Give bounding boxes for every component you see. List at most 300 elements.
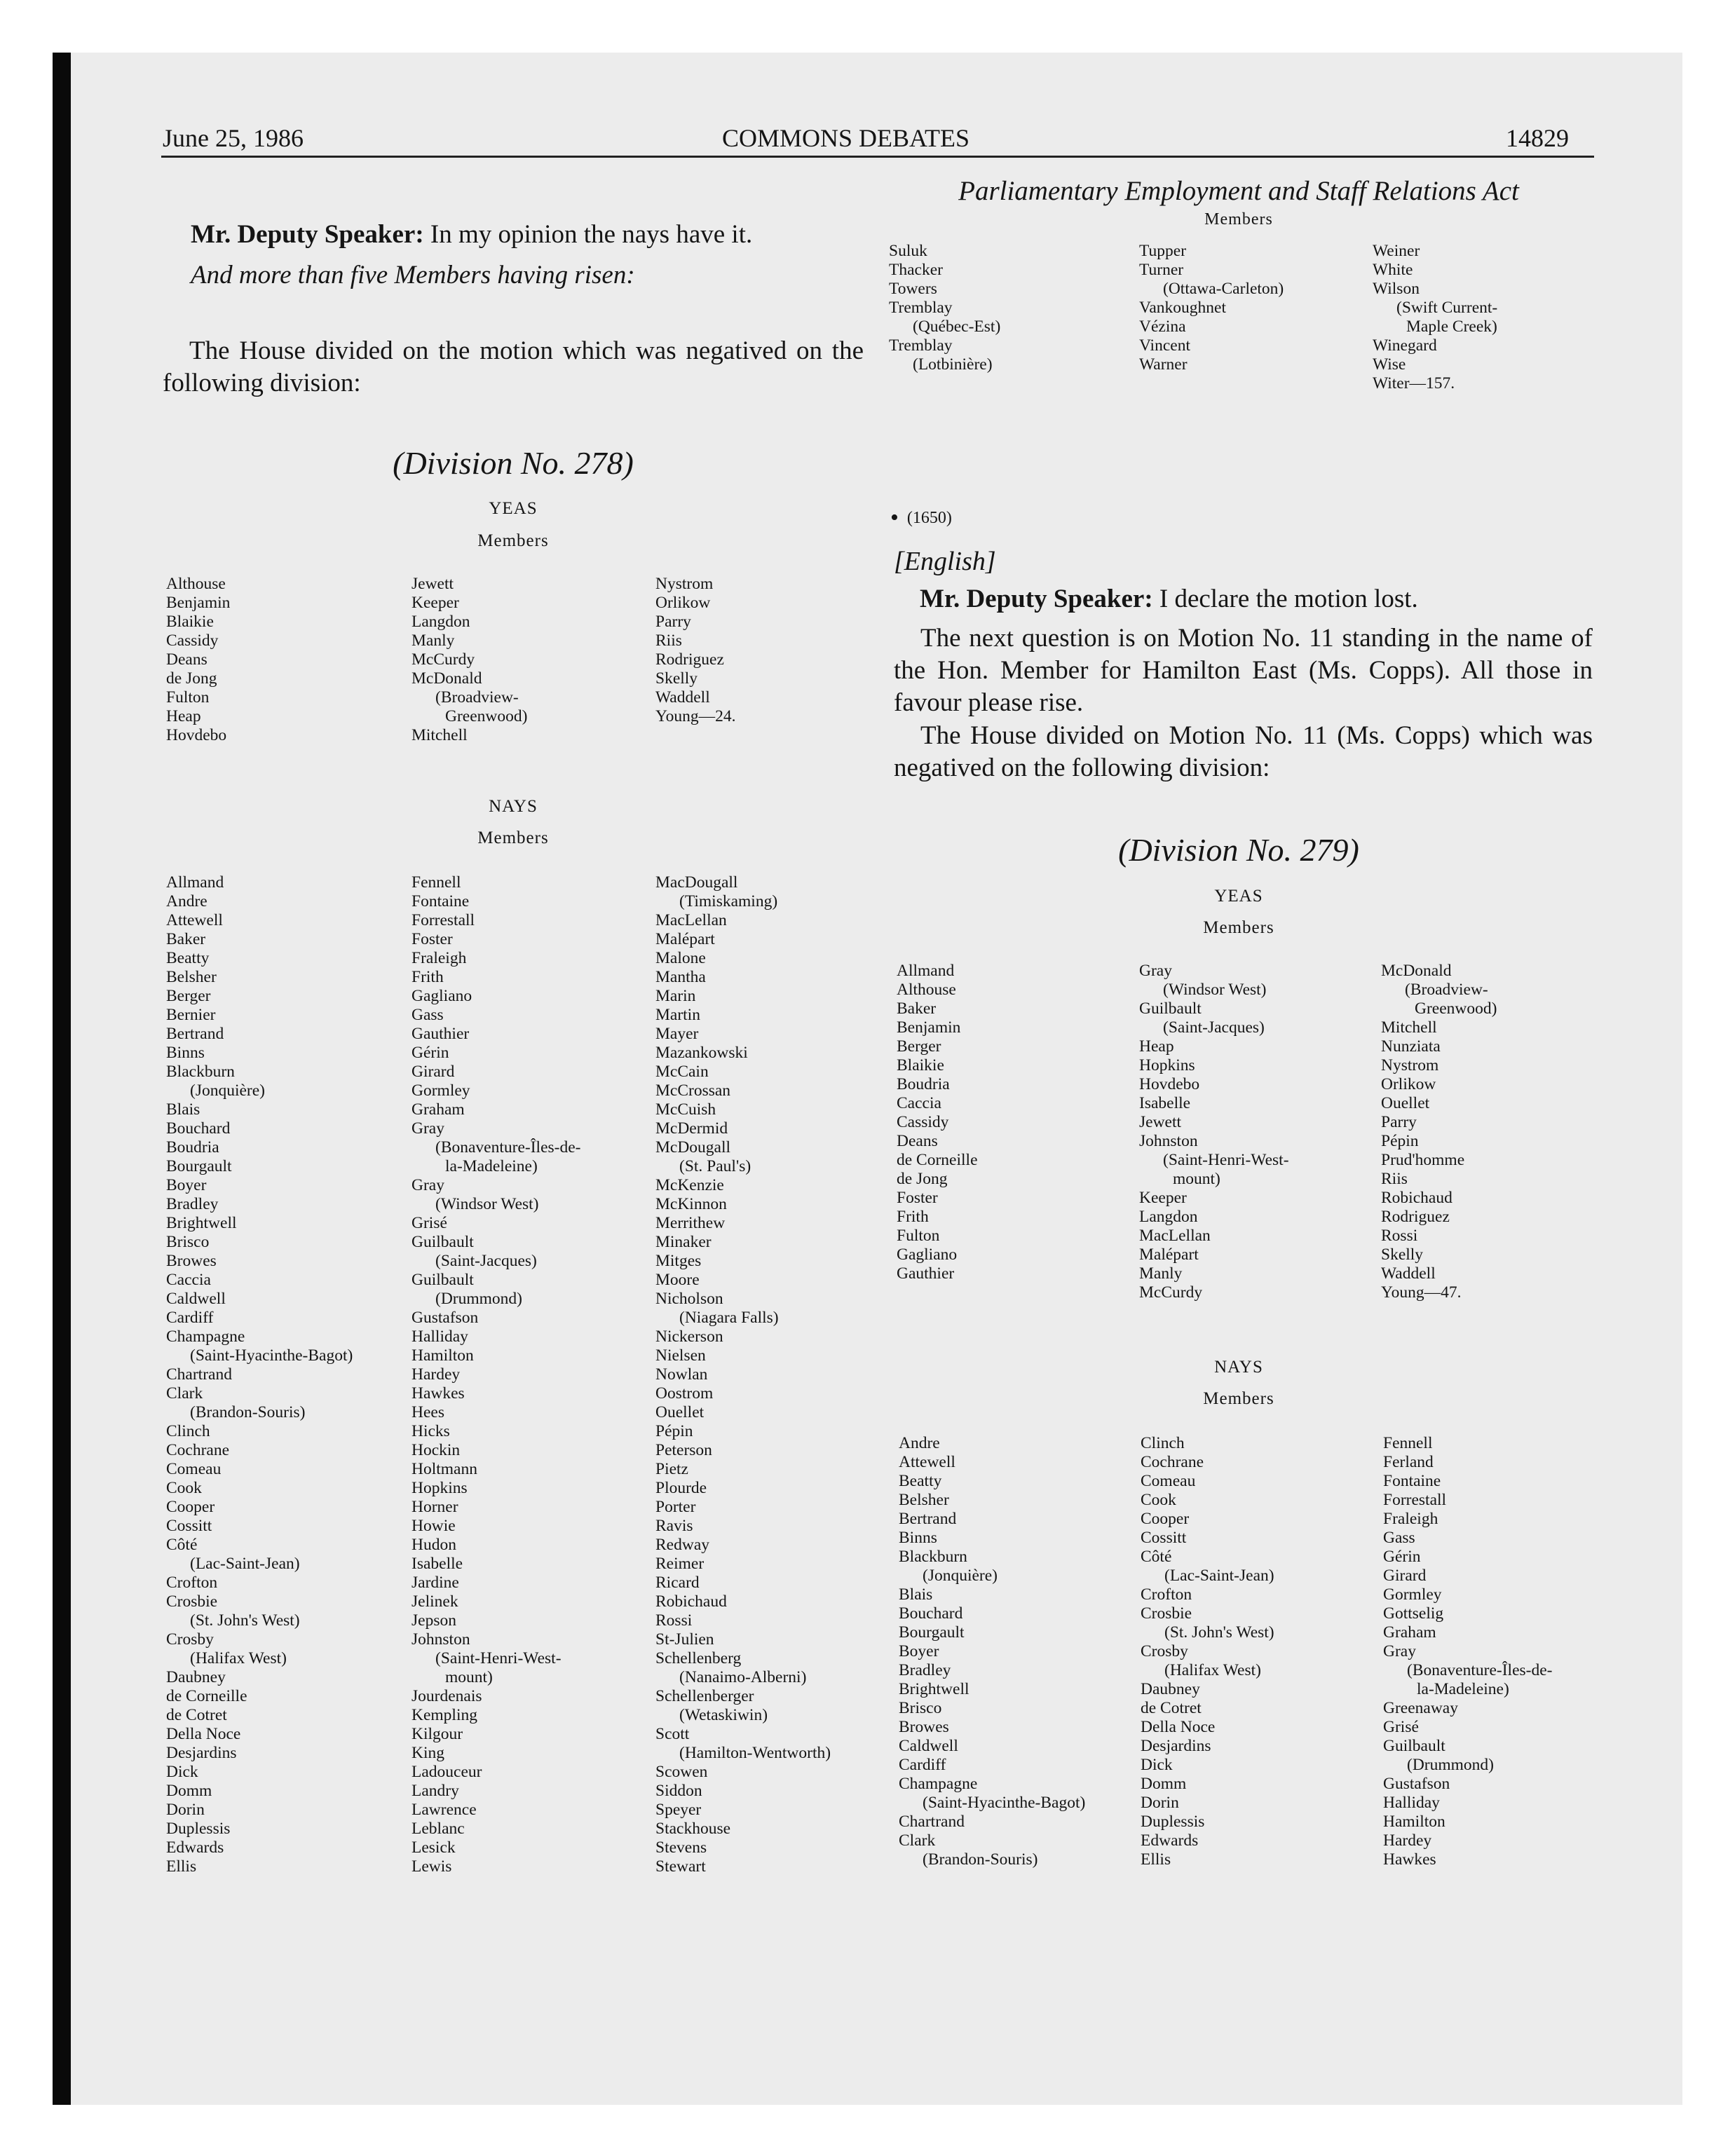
member-name: Crofton [166, 1574, 218, 1592]
member-name: Mitchell [411, 726, 468, 744]
member-name: Bouchard [899, 1604, 963, 1623]
member-name: Pépin [655, 1422, 693, 1440]
member-name: McCurdy [1139, 1283, 1203, 1302]
member-name: McCuish [655, 1100, 716, 1119]
yeas-heading-278: YEAS [489, 499, 538, 518]
member-name: Skelly [1381, 1246, 1424, 1264]
continued-nays-col-3 [1373, 242, 1497, 393]
member-name: Caldwell [899, 1737, 958, 1755]
member-name: Cook [166, 1479, 202, 1497]
member-name: Nielsen [655, 1346, 706, 1365]
yeas-279-col-3 [1381, 962, 1497, 1302]
member-name: Ellis [166, 1857, 197, 1876]
member-name: Hees [411, 1403, 444, 1421]
member-name: Vincent [1139, 336, 1190, 355]
member-name: Crofton [1141, 1585, 1192, 1604]
member-name: Maple Creek) [1406, 318, 1497, 336]
member-name: Wilson [1373, 280, 1420, 298]
member-name: Cooper [1141, 1510, 1190, 1528]
member-name: Porter [655, 1498, 696, 1516]
member-name: Girard [1383, 1567, 1427, 1585]
member-name: Crosbie [1141, 1604, 1192, 1623]
member-name: Cassidy [897, 1113, 949, 1131]
nays-members-label-279: Members [1203, 1389, 1274, 1408]
member-name: MacDougall [655, 873, 738, 892]
member-name: (Nanaimo-Alberni) [679, 1668, 807, 1686]
yeas-278-col-3 [655, 575, 736, 726]
member-name: Plourde [655, 1479, 707, 1497]
member-name: Hovdebo [1139, 1075, 1200, 1093]
member-name: (Saint-Jacques) [1163, 1018, 1265, 1037]
member-name: (Hamilton-Wentworth) [679, 1744, 831, 1762]
member-name: Gottselig [1383, 1604, 1444, 1623]
member-name: Leblanc [411, 1820, 465, 1838]
member-name: (Timiskaming) [679, 892, 778, 910]
member-name: Althouse [166, 575, 226, 593]
member-name: Young—24. [655, 707, 736, 725]
member-name: de Jong [166, 669, 217, 688]
continued-nays-col-1 [889, 242, 1000, 374]
member-name: McDermid [655, 1119, 728, 1138]
member-name: mount) [1173, 1170, 1220, 1188]
member-name: Bradley [899, 1661, 951, 1679]
member-name: Nunziata [1381, 1037, 1441, 1056]
member-name: Isabelle [411, 1555, 463, 1573]
member-name: de Corneille [166, 1687, 247, 1705]
member-name: Stewart [655, 1857, 706, 1876]
member-name: de Cotret [166, 1706, 227, 1724]
member-name: (St. John's West) [190, 1611, 300, 1630]
member-name: Comeau [1141, 1472, 1196, 1490]
member-name: (Jonquière) [923, 1567, 998, 1585]
member-name: Attewell [899, 1453, 955, 1471]
member-name: Boudria [897, 1075, 950, 1093]
member-name: Baker [166, 930, 206, 948]
member-name: Guilbault [411, 1233, 474, 1251]
member-name: Blaikie [166, 613, 214, 631]
member-name: (Lac-Saint-Jean) [190, 1555, 300, 1573]
member-name: Duplessis [1141, 1813, 1205, 1831]
header-title: COMMONS DEBATES [722, 124, 970, 152]
member-name: Clinch [166, 1422, 210, 1440]
member-name: Champagne [166, 1328, 245, 1346]
member-name: Belsher [899, 1491, 949, 1509]
header-date: June 25, 1986 [163, 124, 304, 152]
yeas-278-col-1 [166, 575, 230, 745]
member-name: Manly [1139, 1264, 1183, 1283]
member-name: Mayer [655, 1025, 699, 1043]
member-name: Ellis [1141, 1850, 1171, 1869]
member-name: McDonald [411, 669, 482, 688]
member-name: Cossitt [1141, 1529, 1187, 1547]
member-name: (Saint-Henri-West- [435, 1649, 562, 1667]
member-name: Dick [166, 1763, 198, 1781]
member-name: Blais [166, 1100, 200, 1119]
member-name: Rodriguez [655, 650, 724, 669]
member-name: Robichaud [655, 1592, 727, 1611]
member-name: Caccia [166, 1271, 211, 1289]
member-name: McCain [655, 1063, 709, 1081]
member-name: Tremblay [889, 299, 953, 317]
member-name: Lawrence [411, 1801, 477, 1819]
member-name: Fontaine [1383, 1472, 1441, 1490]
member-name: Forrestall [1383, 1491, 1447, 1509]
member-name: Suluk [889, 242, 927, 260]
member-name: Deans [166, 650, 207, 669]
yeas-279-col-2 [1139, 962, 1289, 1302]
speaker-text-2: I declare the motion lost. [1152, 585, 1418, 613]
member-name: Hicks [411, 1422, 450, 1440]
member-name: (Halifax West) [190, 1649, 287, 1667]
member-name: McCurdy [411, 650, 475, 669]
member-name: Oostrom [655, 1384, 714, 1403]
member-name: (Swift Current- [1396, 299, 1498, 317]
member-name: Crosby [1141, 1642, 1188, 1660]
member-name: Mazankowski [655, 1044, 748, 1062]
member-name: MacLellan [655, 911, 727, 929]
member-name: (Lotbinière) [913, 355, 993, 374]
member-name: Cardiff [166, 1309, 214, 1327]
member-name: (Bonaventure-Îles-de- [435, 1138, 581, 1157]
member-name: Nystrom [1381, 1056, 1439, 1074]
member-name: mount) [445, 1668, 493, 1686]
yeas-279-col-1 [897, 962, 978, 1283]
member-name: Merrithew [655, 1214, 726, 1232]
member-name: Nickerson [655, 1328, 723, 1346]
division-statement-2: The House divided on Motion No. 11 (Ms. Copps) which was negatived on the following division: [894, 721, 1593, 782]
member-name: Ravis [655, 1517, 693, 1535]
member-name: Cochrane [166, 1441, 230, 1459]
member-name: Benjamin [166, 594, 231, 612]
member-name: Caccia [897, 1094, 941, 1112]
member-name: Foster [411, 930, 453, 948]
member-name: Martin [655, 1006, 700, 1024]
member-name: la-Madeleine) [1417, 1680, 1509, 1698]
member-name: (Wetaskiwin) [679, 1706, 768, 1724]
member-name: Blackburn [899, 1548, 967, 1566]
member-name: Clark [899, 1831, 936, 1850]
member-name: Blais [899, 1585, 933, 1604]
member-name: Ladouceur [411, 1763, 482, 1781]
member-name: Schellenberger [655, 1687, 754, 1705]
member-name: Champagne [899, 1775, 978, 1793]
member-name: (Broadview- [1405, 981, 1488, 999]
running-section-title: Parliamentary Employment and Staff Relations Act [958, 176, 1519, 206]
member-name: Gray [411, 1176, 444, 1194]
yeas-members-label-279: Members [1203, 918, 1274, 937]
member-name: MacLellan [1139, 1227, 1211, 1245]
member-name: Della Noce [1141, 1718, 1216, 1736]
member-name: Daubney [166, 1668, 226, 1686]
member-name: Clark [166, 1384, 203, 1403]
member-name: Dick [1141, 1756, 1173, 1774]
motion-paragraph: The next question is on Motion No. 11 standing in the name of the Hon. Member for Hamilton East (Ms. Copps). All those in favour please rise. [894, 624, 1593, 717]
member-name: Howie [411, 1517, 456, 1535]
member-name: Gormley [411, 1082, 470, 1100]
member-name: Andre [899, 1434, 940, 1452]
member-name: Gass [1383, 1529, 1415, 1547]
member-name: Gauthier [411, 1025, 470, 1043]
speaker-text: In my opinion the nays have it. [423, 220, 753, 249]
member-name: (Saint-Jacques) [435, 1252, 537, 1270]
member-name: Hamilton [1383, 1813, 1445, 1831]
member-name: Gérin [1383, 1548, 1421, 1566]
member-name: Greenwood) [1415, 999, 1497, 1018]
member-name: (Windsor West) [1163, 981, 1267, 999]
member-name: Edwards [166, 1838, 224, 1857]
member-name: Waddell [1381, 1264, 1436, 1283]
member-name: Rossi [655, 1611, 693, 1630]
member-name: (Lac-Saint-Jean) [1164, 1567, 1274, 1585]
member-name: Kempling [411, 1706, 477, 1724]
member-name: Siddon [655, 1782, 702, 1800]
member-name: de Jong [897, 1170, 948, 1188]
member-name: Brisco [899, 1699, 942, 1717]
member-name: Fennell [1383, 1434, 1433, 1452]
member-name: Reimer [655, 1555, 705, 1573]
member-name: Ferland [1383, 1453, 1434, 1471]
member-name: Witer—157. [1373, 374, 1455, 393]
member-name: Hopkins [1139, 1056, 1195, 1074]
member-name: Cochrane [1141, 1453, 1204, 1471]
member-name: Crosbie [166, 1592, 218, 1611]
member-name: Domm [1141, 1775, 1187, 1793]
member-name: Guilbault [1383, 1737, 1445, 1755]
speaker-ruling [191, 219, 864, 251]
member-name: Stackhouse [655, 1820, 731, 1838]
member-name: Crosby [166, 1630, 214, 1649]
member-name: Halliday [411, 1328, 468, 1346]
member-name: Malépart [1139, 1246, 1199, 1264]
member-name: Chartrand [899, 1813, 965, 1831]
member-name: Dorin [1141, 1794, 1179, 1812]
member-name: Grisé [1383, 1718, 1419, 1736]
member-name: Allmand [897, 962, 955, 980]
member-name: Gérin [411, 1044, 449, 1062]
member-name: (Broadview- [435, 688, 519, 707]
member-name: (Québec-Est) [913, 318, 1001, 336]
member-name: Mantha [655, 968, 706, 986]
member-name: Beatty [899, 1472, 942, 1490]
division-title-279: (Division No. 279) [1118, 832, 1359, 868]
member-name: Hudon [411, 1536, 456, 1554]
member-name: Côté [166, 1536, 198, 1554]
member-name: Peterson [655, 1441, 712, 1459]
member-name: Bertrand [166, 1025, 224, 1043]
member-name: Cook [1141, 1491, 1176, 1509]
member-name: Tremblay [889, 336, 953, 355]
member-name: Ricard [655, 1574, 700, 1592]
member-name: Halliday [1383, 1794, 1440, 1812]
member-name: Binns [899, 1529, 937, 1547]
member-name: Landry [411, 1782, 459, 1800]
member-name: Cooper [166, 1498, 215, 1516]
member-name: Attewell [166, 911, 223, 929]
header-rule [161, 156, 1594, 158]
member-name: Speyer [655, 1801, 702, 1819]
member-name: de Cotret [1141, 1699, 1202, 1717]
member-name: Scott [655, 1725, 690, 1743]
member-name: Della Noce [166, 1725, 241, 1743]
member-name: (Drummond) [435, 1290, 523, 1308]
scan-binding-edge [53, 53, 71, 2105]
member-name: Berger [166, 987, 211, 1005]
member-name: Guilbault [411, 1271, 474, 1289]
member-name: Keeper [1139, 1189, 1187, 1207]
member-name: Blaikie [897, 1056, 944, 1074]
member-name: Girard [411, 1063, 455, 1081]
member-name: Gray [1383, 1642, 1416, 1660]
member-name: Deans [897, 1132, 938, 1150]
member-name: Caldwell [166, 1290, 226, 1308]
member-name: Binns [166, 1044, 205, 1062]
continued-members-label: Members [1204, 210, 1273, 228]
member-name: Johnston [1139, 1132, 1198, 1150]
member-name: Mitges [655, 1252, 702, 1270]
nays-279-col-3 [1383, 1434, 1552, 1869]
member-name: Scowen [655, 1763, 708, 1781]
member-name: (Saint-Henri-West- [1163, 1151, 1289, 1169]
member-name: Moore [655, 1271, 700, 1289]
member-name: (Halifax West) [1164, 1661, 1261, 1679]
member-name: la-Madeleine) [445, 1157, 538, 1175]
language-tag: [English] [894, 547, 996, 576]
member-name: Duplessis [166, 1820, 231, 1838]
nays-heading-278: NAYS [489, 797, 538, 816]
member-name: Jewett [411, 575, 454, 593]
member-name: Comeau [166, 1460, 222, 1478]
member-name: Brightwell [899, 1680, 969, 1698]
member-name: (Ottawa-Carleton) [1163, 280, 1284, 298]
member-name: (Drummond) [1407, 1756, 1495, 1774]
member-name: Bradley [166, 1195, 219, 1213]
member-name: Fontaine [411, 892, 470, 910]
member-name: Pietz [655, 1460, 688, 1478]
member-name: Benjamin [897, 1018, 961, 1037]
member-name: Gustafson [1383, 1775, 1450, 1793]
member-name: Jourdenais [411, 1687, 482, 1705]
member-name: Hopkins [411, 1479, 468, 1497]
member-name: Winegard [1373, 336, 1437, 355]
member-name: Vézina [1139, 318, 1186, 336]
member-name: Bernier [166, 1006, 216, 1024]
member-name: Boyer [899, 1642, 939, 1660]
nays-278-col-1 [166, 873, 353, 1876]
member-name: Clinch [1141, 1434, 1185, 1452]
division-statement: The House divided on the motion which was negatived on the following division: [163, 336, 864, 397]
bullet-icon: • [890, 505, 899, 531]
member-name: Tupper [1139, 242, 1187, 260]
member-name: Jelinek [411, 1592, 458, 1611]
member-name: Hawkes [1383, 1850, 1436, 1869]
member-name: Horner [411, 1498, 458, 1516]
member-name: Frith [897, 1208, 929, 1226]
member-name: Towers [889, 280, 937, 298]
member-name: de Corneille [897, 1151, 978, 1169]
continued-nays-col-2 [1139, 242, 1284, 374]
member-name: Greenaway [1383, 1699, 1458, 1717]
member-name: Grisé [411, 1214, 447, 1232]
member-name: Gagliano [897, 1246, 958, 1264]
member-name: Turner [1139, 261, 1184, 279]
member-name: Gauthier [897, 1264, 955, 1283]
member-name: Hovdebo [166, 726, 227, 744]
member-name: Stevens [655, 1838, 707, 1857]
member-name: Blackburn [166, 1063, 235, 1081]
member-name: Heap [166, 707, 201, 725]
member-name: McKinnon [655, 1195, 727, 1213]
member-name: Gass [411, 1006, 444, 1024]
member-name: Fulton [166, 688, 210, 707]
member-name: Heap [1139, 1037, 1174, 1056]
member-name: Graham [411, 1100, 465, 1119]
nays-members-label-278: Members [477, 828, 549, 847]
member-name: Browes [166, 1252, 217, 1270]
member-name: Ouellet [1381, 1094, 1430, 1112]
member-name: Mitchell [1381, 1018, 1437, 1037]
member-name: McDonald [1381, 962, 1452, 980]
member-name: Jewett [1139, 1113, 1182, 1131]
member-name: Hockin [411, 1441, 461, 1459]
member-name: Graham [1383, 1623, 1436, 1642]
member-name: Prud'homme [1381, 1151, 1465, 1169]
member-name: McCrossan [655, 1082, 731, 1100]
member-name: Marin [655, 987, 696, 1005]
member-name: (St. Paul's) [679, 1157, 751, 1175]
speaker-name-2: Mr. Deputy Speaker: [920, 585, 1153, 613]
member-name: (Brandon-Souris) [923, 1850, 1038, 1869]
member-name: Waddell [655, 688, 710, 707]
member-name: Weiner [1373, 242, 1420, 260]
member-name: Gray [1139, 962, 1172, 980]
member-name: White [1373, 261, 1413, 279]
header-page-number: 14829 [1506, 124, 1569, 152]
member-name: Hawkes [411, 1384, 465, 1403]
nays-heading-279: NAYS [1214, 1358, 1263, 1377]
member-name: Bourgault [899, 1623, 965, 1642]
member-name: Guilbault [1139, 999, 1202, 1018]
member-name: Desjardins [166, 1744, 237, 1762]
member-name: Holtmann [411, 1460, 477, 1478]
member-name: Ouellet [655, 1403, 705, 1421]
member-name: Malone [655, 949, 706, 967]
nays-279-col-1 [899, 1434, 1085, 1869]
member-name: Isabelle [1139, 1094, 1191, 1112]
member-name: Boyer [166, 1176, 207, 1194]
member-name: Gormley [1383, 1585, 1442, 1604]
member-name: Nowlan [655, 1365, 708, 1384]
member-name: (St. John's West) [1164, 1623, 1274, 1642]
member-name: Jardine [411, 1574, 459, 1592]
member-name: Lesick [411, 1838, 456, 1857]
member-name: Baker [897, 999, 937, 1018]
member-name: Boudria [166, 1138, 219, 1157]
member-name: Browes [899, 1718, 949, 1736]
member-name: Riis [655, 632, 682, 650]
member-name: King [411, 1744, 444, 1762]
member-name: Bouchard [166, 1119, 231, 1138]
stage-direction: And more than five Members having risen: [191, 261, 635, 289]
member-name: Domm [166, 1782, 212, 1800]
member-name: Robichaud [1381, 1189, 1452, 1207]
member-name: Redway [655, 1536, 710, 1554]
timestamp: (1650) [906, 509, 952, 527]
member-name: (Niagara Falls) [679, 1309, 779, 1327]
member-name: (Jonquière) [190, 1082, 266, 1100]
member-name: Manly [411, 632, 455, 650]
member-name: Kilgour [411, 1725, 463, 1743]
member-name: Thacker [889, 261, 943, 279]
